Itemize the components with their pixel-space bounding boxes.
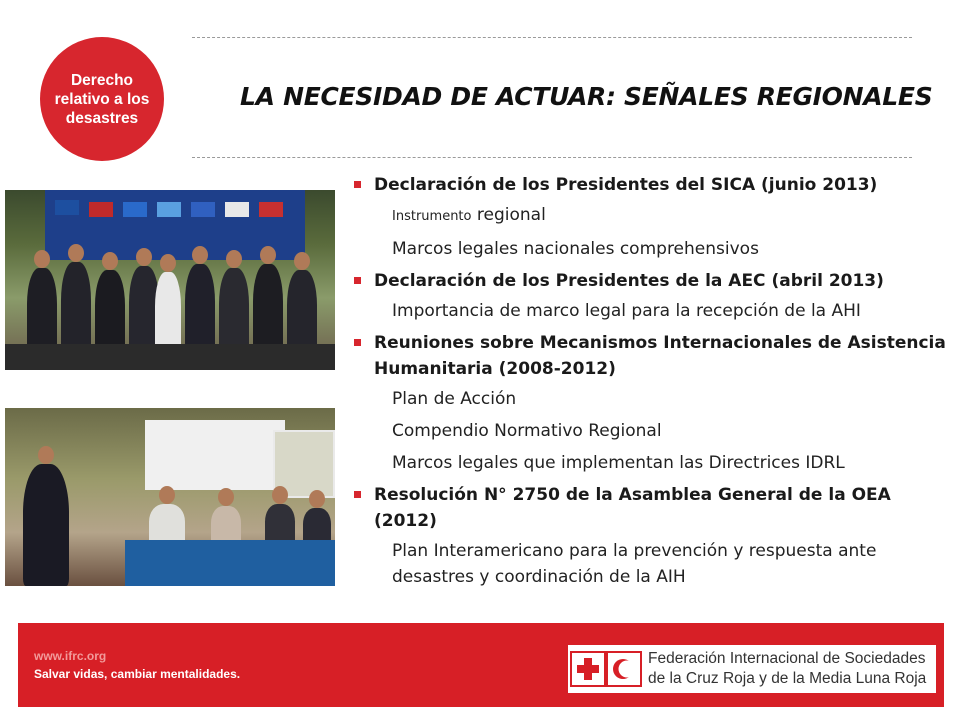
org-name [648, 649, 926, 689]
sub-bullet-item [352, 538, 952, 590]
footer-slogan: Salvar vidas, cambiar mentalidades. [34, 667, 241, 681]
sub-bullet-item [352, 236, 952, 262]
bullet-text: Resolución N° 2750 de la Asamblea General de la OEA (2012) [374, 485, 891, 531]
bullet-marker [354, 181, 361, 188]
flag [55, 200, 79, 215]
bullet-text: Reuniones sobre Mecanismos Internacionales de Asistencia Humanitaria (2008-2012) [374, 333, 946, 379]
sub-bullet-text: Marcos legales que implementan las Directrices IDRL [392, 453, 845, 473]
sub-bullet-item [352, 418, 952, 444]
flag [89, 202, 113, 217]
sub-bullet-item [352, 450, 952, 476]
flag [123, 202, 147, 217]
flag [191, 202, 215, 217]
title-rule-bottom [192, 157, 912, 158]
bullet-item [352, 330, 952, 382]
stage-floor [5, 344, 335, 370]
flag [259, 202, 283, 217]
footer-bar [18, 623, 944, 707]
website-link[interactable]: www.ifrc.org [34, 649, 107, 663]
bullet-text: Declaración de los Presidentes del SICA (junio 2013) [374, 175, 878, 195]
sub-bullet-text: Importancia de marco legal para la recepción de la AHI [392, 301, 861, 321]
title-rule-top [192, 37, 912, 38]
bullet-list [352, 166, 952, 596]
page-title: LA NECESIDAD DE ACTUAR: SEÑALES REGIONALES [240, 82, 933, 111]
photo-sica-summit [5, 190, 335, 370]
sub-bullet-text: Plan de Acción [392, 389, 517, 409]
bullet-item [352, 482, 952, 534]
bullet-item [352, 172, 952, 198]
red-cross-icon [570, 651, 606, 687]
ifrc-logo [568, 645, 936, 693]
meeting-banner [145, 420, 285, 490]
sub-bullet-text: regional [471, 205, 546, 225]
sub-bullet-item [352, 298, 952, 324]
red-crescent-icon [606, 651, 642, 687]
bullet-item [352, 268, 952, 294]
topic-badge-text: Derecho relativo a los desastres [54, 71, 150, 127]
org-name-line-2: de la Cruz Roja y de la Media Luna Roja [648, 670, 927, 687]
sub-bullet-text: Marcos legales nacionales comprehensivos [392, 239, 759, 259]
org-name-line-1: Federación Internacional de Sociedades [648, 650, 926, 667]
sub-bullet-small-text: Instrumento [392, 209, 472, 224]
sub-bullet-text: Plan Interamericano para la prevención y respuesta ante desastres y coordinación de la AIH [392, 541, 877, 587]
topic-badge [40, 37, 164, 161]
panel-table [125, 540, 335, 586]
sub-bullet-item [352, 386, 952, 412]
flag [225, 202, 249, 217]
bullet-marker [354, 491, 361, 498]
bullet-marker [354, 339, 361, 346]
sub-bullet-text: Compendio Normativo Regional [392, 421, 662, 441]
bullet-text: Declaración de los Presidentes de la AEC (abril 2013) [374, 271, 884, 291]
bullet-marker [354, 277, 361, 284]
flag [157, 202, 181, 217]
sub-bullet-item [352, 202, 952, 230]
speaker [23, 464, 69, 586]
photo-humanitarian-meeting [5, 408, 335, 586]
